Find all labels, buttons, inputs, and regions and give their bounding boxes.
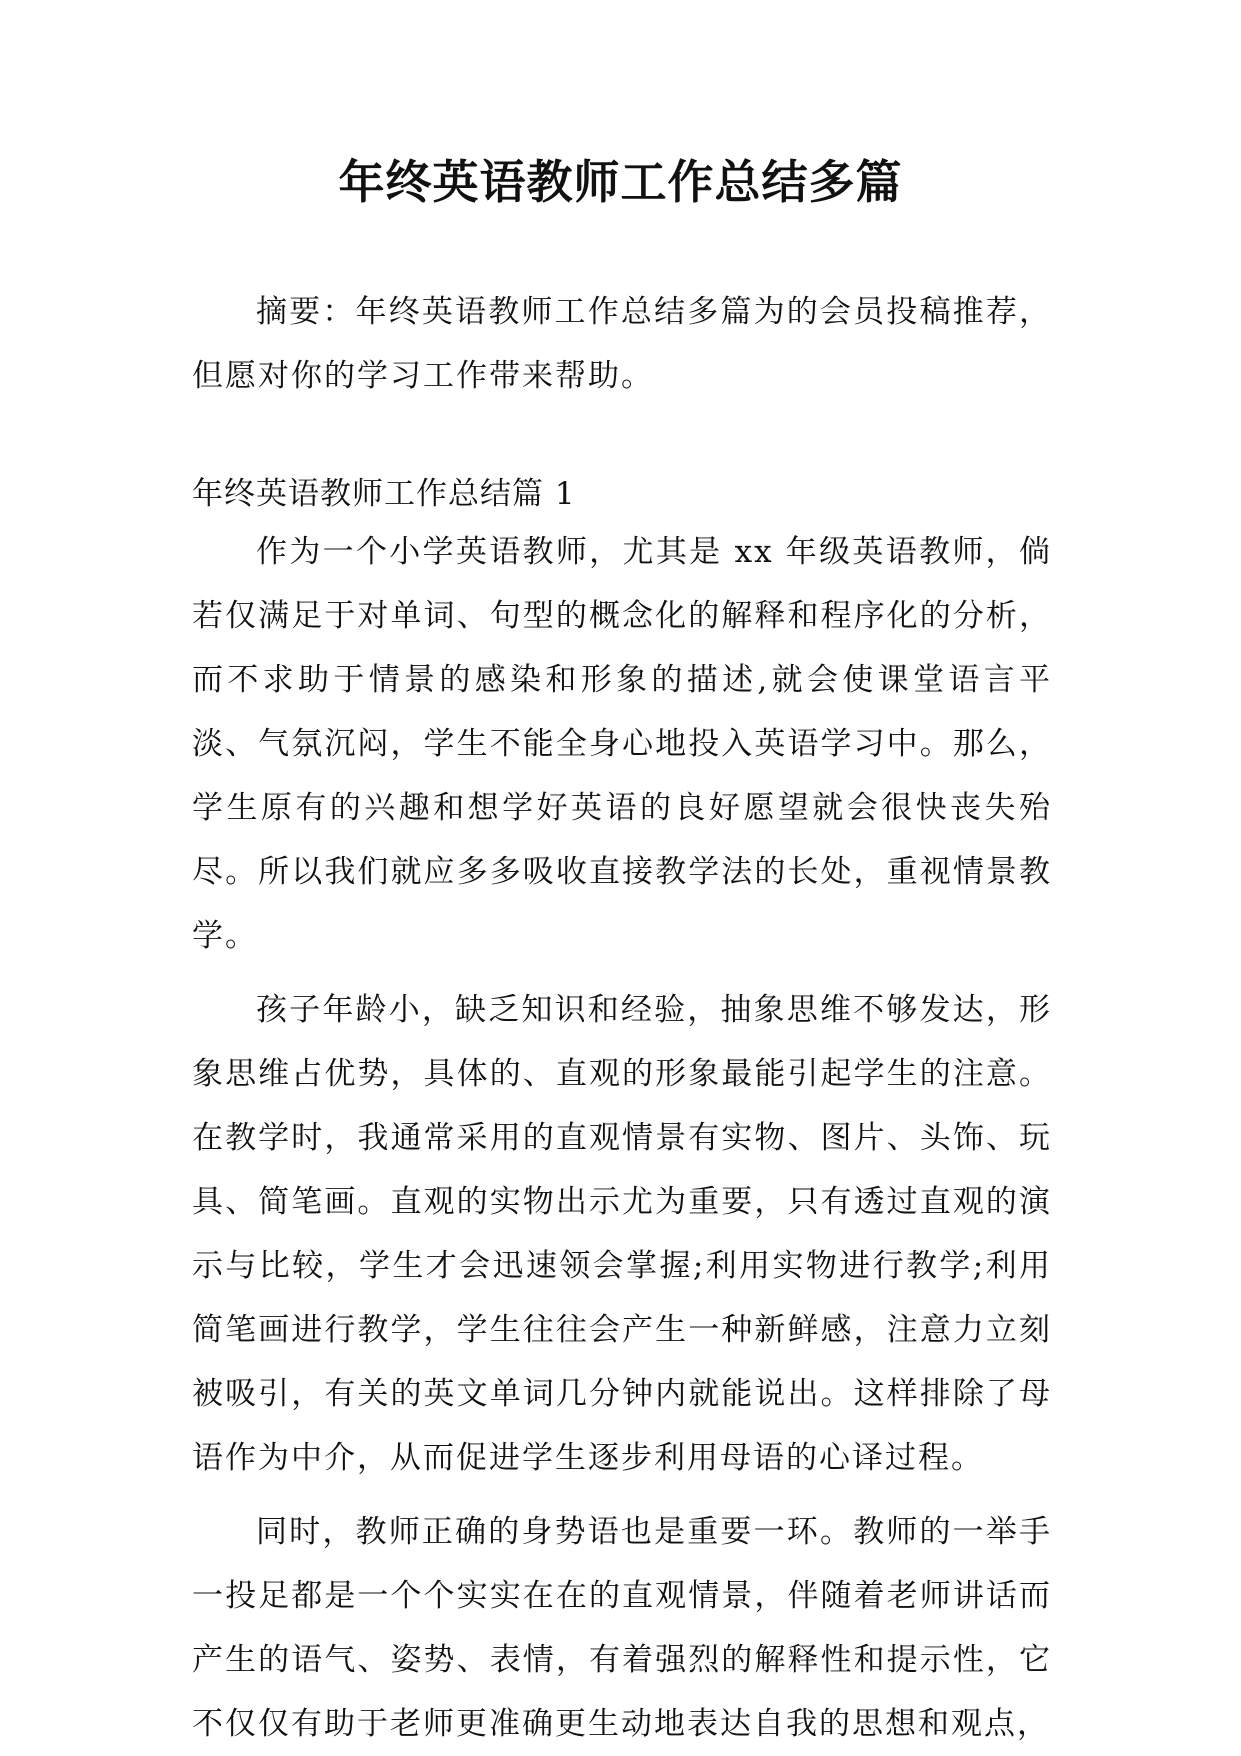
- abstract-paragraph: 摘要：年终英语教师工作总结多篇为的会员投稿推荐，但愿对你的学习工作带来帮助。: [192, 294, 1052, 394]
- body-paragraph-3: 同时，教师正确的身势语也是重要一环。教师的一举手一投足都是一个个实实在在的直观情景，伴随着老师讲话而产生的语气、姿势、表情，有着强烈的解释性和提示性，它不仅仅有助于老师更准确更生动地表达自我的思想和观点，: [192, 1514, 1052, 1742]
- document-title: 年终英语教师工作总结多篇: [338, 155, 903, 209]
- body-paragraph-2: 孩子年龄小，缺乏知识和经验，抽象思维不够发达，形象思维占优势，具体的、直观的形象最能引起学生的注意。在教学时，我通常采用的直观情景有实物、图片、头饰、玩具、简笔画。直观的实物出示尤为重要，只有透过直观的演示与比较，学生才会迅速领会掌握;利用实物进行教学;利用简笔画进行教学，学生往往会产生一种新鲜感，注意力立刻被吸引，有关的英文单词几分钟内就能说出。这样排除了母语作为中介，从而促进学生逐步利用母语的心译过程。: [192, 992, 1052, 1476]
- abstract: [192, 280, 1052, 408]
- section-heading: 年终英语教师工作总结篇 1: [192, 476, 576, 512]
- article-body: [192, 520, 1052, 1756]
- body-paragraph-1: 作为一个小学英语教师，尤其是 xx 年级英语教师，倘若仅满足于对单词、句型的概念化的解释和程序化的分析，而不求助于情景的感染和形象的描述,就会使课堂语言平淡、气氛沉闷，学生不能全身心地投入英语学习中。那么，学生原有的兴趣和想学好英语的良好愿望就会很快丧失殆尽。所以我们就应多多吸收直接教学法的长处，重视情景教学。: [192, 534, 1052, 954]
